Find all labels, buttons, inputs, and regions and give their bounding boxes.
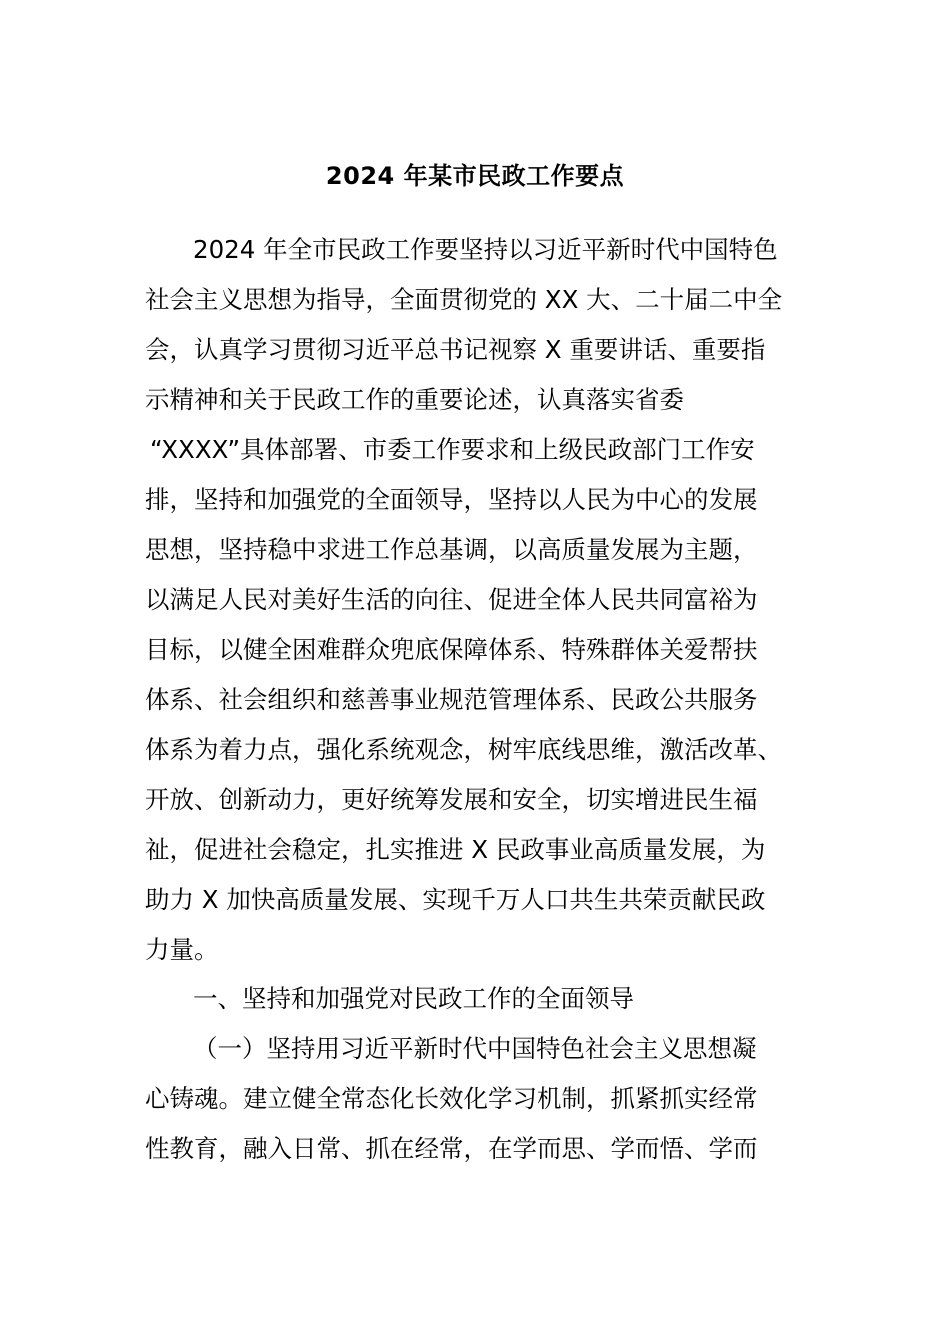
body-line-4: 示精神和关于民政工作的重要论述，认真落实省委: [145, 385, 684, 414]
section-heading-1: 一、坚持和加强党对民政工作的全面领导: [193, 984, 634, 1013]
body-line-8: 以满足人民对美好生活的向往、促进全体人民共同富裕为: [145, 585, 758, 614]
body-line-13: 祉，促进社会稳定，扎实推进 X 民政事业高质量发展，为: [145, 835, 766, 864]
body-line-7: 思想，坚持稳中求进工作总基调，以高质量发展为主题，: [145, 535, 758, 564]
subsection-line-1: （一）坚持用习近平新时代中国特色社会主义思想凝: [193, 1034, 757, 1063]
body-line-12: 开放、创新动力，更好统筹发展和安全，切实增进民生福: [145, 785, 758, 814]
body-line-2: 社会主义思想为指导，全面贯彻党的 XX 大、二十届二中全: [145, 285, 783, 314]
body-line-1: 2024 年全市民政工作要坚持以习近平新时代中国特色: [193, 235, 778, 264]
document-title: 2024 年某市民政工作要点: [325, 162, 625, 190]
body-line-5: “XXXX”具体部署、市委工作要求和上级民政部门工作安: [150, 435, 755, 464]
body-line-10: 体系、社会组织和慈善事业规范管理体系、民政公共服务: [145, 685, 758, 714]
subsection-line-3: 性教育，融入日常、抓在经常，在学而思、学而悟、学而: [145, 1134, 758, 1163]
body-line-14: 助力 X 加快高质量发展、实现千万人口共生共荣贡献民政: [145, 885, 766, 914]
body-line-9: 目标，以健全困难群众兜底保障体系、特殊群体关爱帮扶: [145, 635, 758, 664]
body-line-11: 体系为着力点，强化系统观念，树牢底线思维，激活改革、: [145, 735, 782, 764]
body-line-6: 排，坚持和加强党的全面领导，坚持以人民为中心的发展: [145, 485, 758, 514]
body-line-3: 会，认真学习贯彻习近平总书记视察 X 重要讲话、重要指: [145, 335, 766, 364]
body-line-15: 力量。: [145, 935, 219, 964]
subsection-line-2: 心铸魂。建立健全常态化长效化学习机制，抓紧抓实经常: [145, 1084, 758, 1113]
